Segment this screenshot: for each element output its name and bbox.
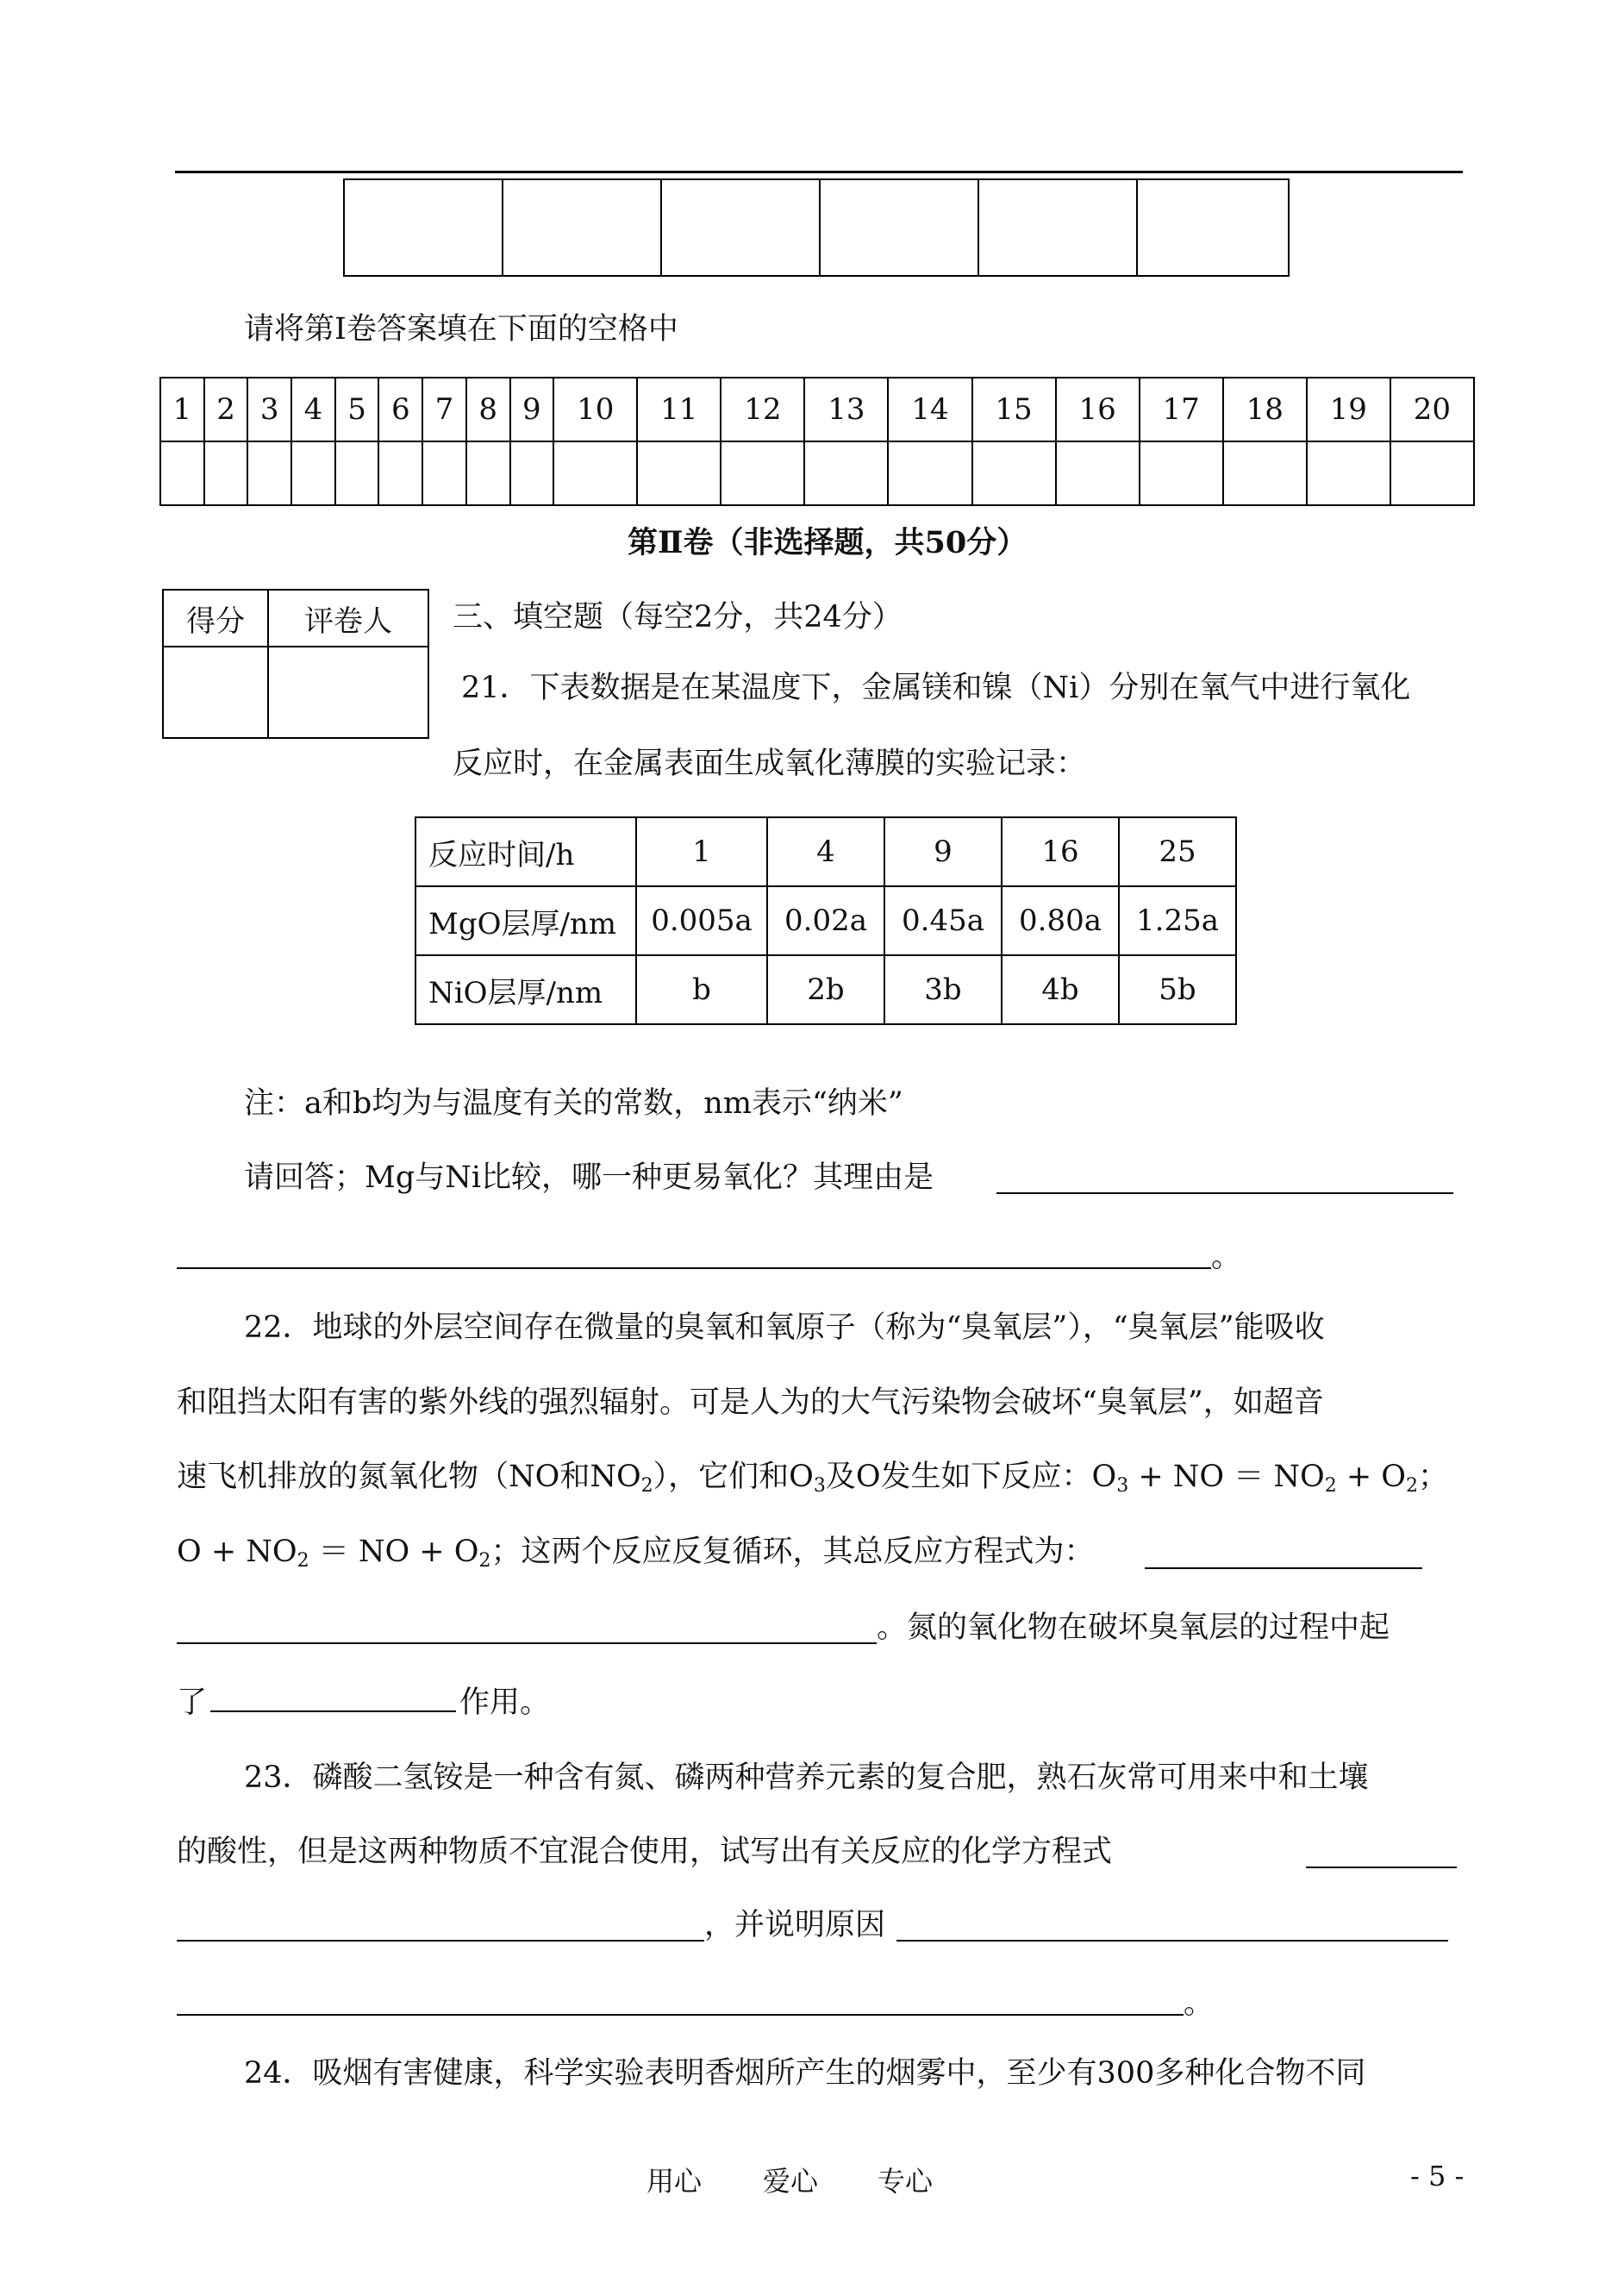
q22-text: 及O发生如下反应：O [825,1460,1117,1494]
carryover-cell[interactable] [1137,179,1289,276]
q21-table-cell: 5b [1119,955,1236,1024]
answer-input-cell[interactable] [378,441,422,505]
answer-number-cell: 17 [1140,378,1223,441]
section3-title: 三、填空题（每空2分，共24分） [453,600,903,635]
answer-input-cell[interactable] [1307,441,1390,505]
answer-number-cell: 15 [972,378,1056,441]
answer-number-cell: 12 [721,378,804,441]
q22-line6 [177,1677,550,1729]
q22-line5: 。氮的氧化物在破坏臭氧层的过程中起 [877,1610,1390,1645]
q21-row-header: NiO层厚/nm [415,955,636,1024]
answer-input-cell[interactable] [804,441,888,505]
q22-subscript: 2 [478,1550,491,1572]
q22-subscript: 2 [1405,1475,1418,1497]
q21-line1: 21．下表数据是在某温度下，金属镁和镍（Ni）分别在氧气中进行氧化 [461,671,1411,705]
footer-slogan-2: 爱心 [763,2165,819,2198]
q21-row-header: MgO层厚/nm [415,886,636,955]
footer-slogan-3: 专心 [878,2165,934,2198]
answer-grid [159,377,1475,506]
answer-number-cell: 5 [335,378,379,441]
score-box [162,589,429,739]
answer-input-cell[interactable] [247,441,291,505]
answer-input-cell[interactable] [335,441,379,505]
q22-subscript: 3 [1116,1475,1129,1497]
q23-equation-blank-2[interactable] [177,1940,704,1942]
answer-input-cell[interactable] [972,441,1056,505]
answer-number-cell: 18 [1223,378,1307,441]
score-input[interactable] [163,647,268,738]
q22-equation-blank-2[interactable] [177,1642,877,1644]
answer-number-cell: 7 [422,378,466,441]
part2-title: 第Ⅱ卷（非选择题，共50分） [628,525,1027,560]
q21-table-cell: 0.005a [636,886,767,955]
q21-data-table [415,816,1237,1025]
carryover-cell[interactable] [344,179,503,276]
q21-answer-blank-1[interactable] [996,1192,1453,1194]
q21-answer-blank-2[interactable] [177,1267,1211,1269]
carryover-cell[interactable] [978,179,1137,276]
answer-input-row [160,441,1474,505]
q21-table-cell: 0.45a [884,886,1002,955]
answer-input-cell[interactable] [553,441,637,505]
q21-table-cell: 1 [636,817,767,886]
answer-number-cell: 8 [466,378,510,441]
q24-line1: 24．吸烟有害健康，科学实验表明香烟所产生的烟雾中，至少有300多种化合物不同 [244,2056,1366,2091]
q21-table-cell: 0.80a [1002,886,1119,955]
answer-input-cell[interactable] [204,441,248,505]
answer-input-cell[interactable] [1223,441,1307,505]
answer-input-cell[interactable] [721,441,804,505]
q22-text: 速飞机排放的氮氧化物（NO和NO [177,1460,641,1494]
answer-input-cell[interactable] [422,441,466,505]
answer-input-cell[interactable] [510,441,554,505]
answer-number-cell: 6 [378,378,422,441]
q21-line2: 反应时，在金属表面生成氧化薄膜的实验记录： [453,747,1087,781]
grader-input[interactable] [268,647,428,738]
answer-input-cell[interactable] [1056,441,1140,505]
q21-note: 注：a和b均为与温度有关的常数，nm表示“纳米” [244,1086,903,1121]
q23-reason-blank-2[interactable] [177,2014,1184,2016]
q21-table-cell: 4 [767,817,884,886]
q22-text: 了 [177,1685,208,1720]
answer-number-row [160,378,1474,441]
answer-number-cell: 3 [247,378,291,441]
q22-line3 [177,1451,1448,1503]
answer-number-cell: 9 [510,378,554,441]
q23-reason-blank-1[interactable] [896,1940,1448,1942]
q22-subscript: 2 [1324,1475,1337,1497]
answer-number-cell: 11 [637,378,721,441]
answer-input-cell[interactable] [466,441,510,505]
answer-number-cell: 13 [804,378,888,441]
q21-table-row [415,886,1236,955]
q21-table-row [415,817,1236,886]
q21-table-cell: 4b [1002,955,1119,1024]
q21-table-cell: 1.25a [1119,886,1236,955]
q21-row-header: 反应时间/h [415,817,636,886]
answer-number-cell: 16 [1056,378,1140,441]
q21-table-cell: 2b [767,955,884,1024]
q22-subscript: 2 [640,1475,653,1497]
q23-line3: ，并说明原因 [704,1908,886,1942]
q22-line1: 22．地球的外层空间存在微量的臭氧和氧原子（称为“臭氧层”），“臭氧层”能吸收 [244,1310,1325,1345]
carryover-cell[interactable] [503,179,661,276]
answer-number-cell: 19 [1307,378,1390,441]
q23-equation-blank-1[interactable] [1306,1867,1457,1868]
header-rule [175,171,1463,173]
q21-table-row [415,955,1236,1024]
page-number: - 5 - [1410,2160,1465,2192]
answer-number-cell: 20 [1390,378,1474,441]
answer-input-cell[interactable] [291,441,335,505]
q22-text: 作用。 [459,1685,551,1720]
q23-line1: 23．磷酸二氢铵是一种含有氮、磷两种营养元素的复合肥，熟石灰常可用来中和土壤 [244,1760,1369,1795]
answer-prompt: 请将第Ⅰ卷答案填在下面的空格中 [244,312,678,347]
q22-text: O + NO [177,1535,297,1569]
q21-table-cell: b [636,955,767,1024]
q22-equation-blank-1[interactable] [1145,1567,1422,1569]
answer-number-cell: 2 [204,378,248,441]
q22-text: ），它们和O [653,1460,814,1494]
q22-text: ＝ NO + O [309,1535,479,1569]
q22-subscript: 2 [297,1550,309,1572]
answer-number-cell: 14 [888,378,971,441]
q21-question: 请回答；Mg与Ni比较，哪一种更易氧化？其理由是 [244,1160,934,1195]
q22-text: ； [1417,1460,1448,1494]
q21-table-cell: 9 [884,817,1002,886]
answer-number-cell: 4 [291,378,335,441]
carryover-cell[interactable] [820,179,978,276]
score-label: 得分 [163,590,268,647]
carryover-table [343,178,1290,277]
grader-label: 评卷人 [268,590,428,647]
footer-slogan-1: 用心 [646,2165,703,2198]
answer-number-cell: 1 [160,378,204,441]
q22-line4 [177,1526,1094,1578]
carryover-cell[interactable] [661,179,820,276]
q23-end-mark: 。 [1184,1986,1215,2021]
q22-text: ；这两个反应反复循环，其总反应方程式为： [490,1535,1095,1569]
q21-table-cell: 25 [1119,817,1236,886]
q21-table-cell: 3b [884,955,1002,1024]
answer-input-cell[interactable] [1390,441,1474,505]
q21-table-cell: 0.02a [767,886,884,955]
q22-text: + O [1336,1460,1406,1494]
q21-table-cell: 16 [1002,817,1119,886]
q21-end-mark: 。 [1211,1240,1242,1274]
answer-input-cell[interactable] [1140,441,1223,505]
answer-input-cell[interactable] [888,441,971,505]
answer-number-cell: 10 [553,378,637,441]
q23-line2: 的酸性，但是这两种物质不宜混合使用，试写出有关反应的化学方程式 [177,1835,1113,1869]
q22-text: + NO ＝ NO [1128,1460,1325,1494]
q22-subscript: 3 [813,1475,826,1497]
q22-role-blank[interactable] [210,1710,456,1712]
q22-line2: 和阻挡太阳有害的紫外线的强烈辐射。可是人为的大气污染物会破坏“臭氧层”，如超音 [177,1385,1324,1420]
answer-input-cell[interactable] [160,441,204,505]
answer-input-cell[interactable] [637,441,721,505]
